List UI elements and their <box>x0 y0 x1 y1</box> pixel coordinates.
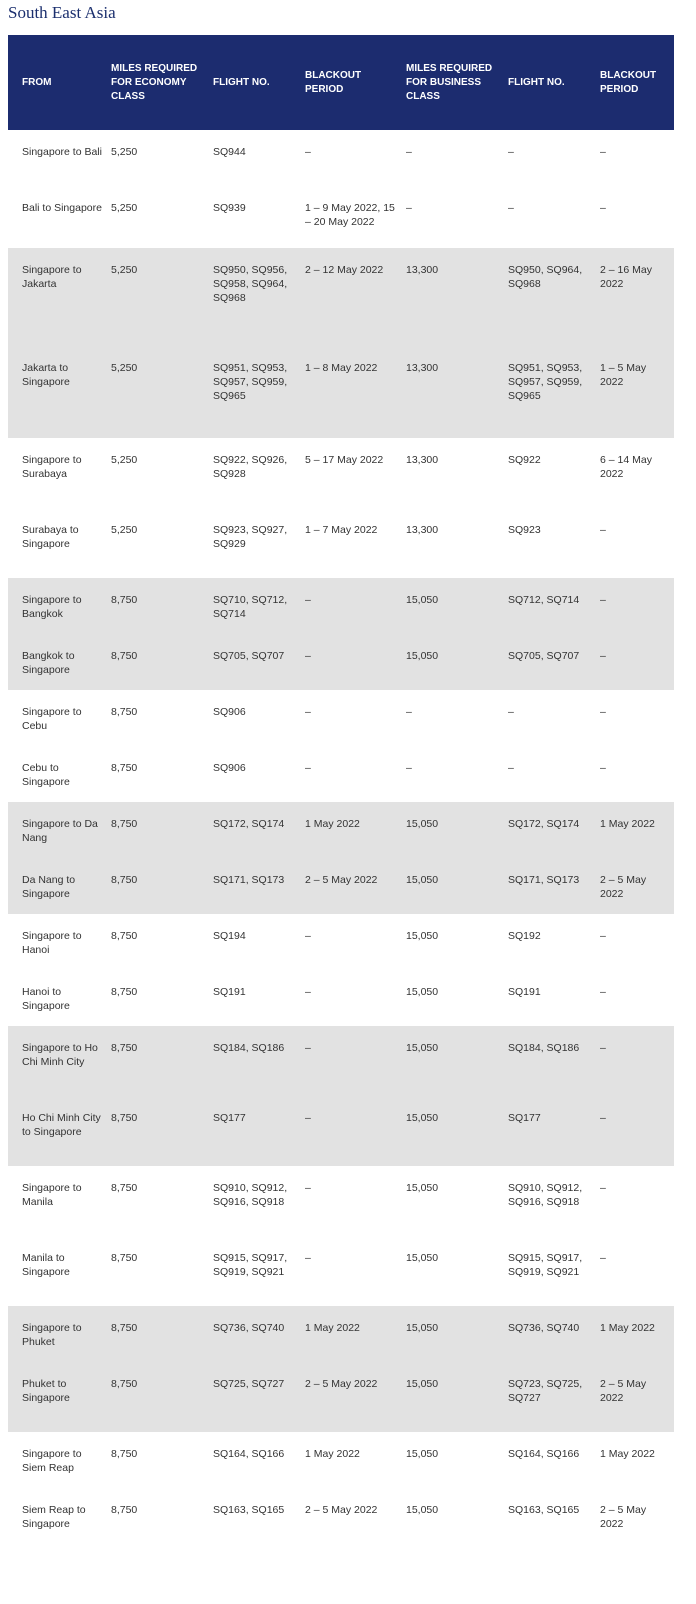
table-row <box>8 248 674 346</box>
col-header-eco-miles <box>111 35 203 130</box>
cell-eco-blackout: – <box>305 762 311 774</box>
cell-eco-blackout: 1 – 8 May 2022 <box>305 362 378 374</box>
cell-eco-miles: 8,750 <box>111 986 138 998</box>
cell-biz-flight: SQ723, SQ725, SQ727 <box>508 1378 583 1404</box>
cell-biz-blackout: 1 May 2022 <box>600 1448 655 1460</box>
cell-from: Singapore to Da Nang <box>22 818 98 844</box>
cell-eco-blackout: 2 – 12 May 2022 <box>305 264 384 276</box>
cell-biz-blackout: – <box>600 524 606 536</box>
cell-eco-blackout: – <box>305 594 311 606</box>
cell-eco-blackout: 1 – 9 May 2022, 15 – 20 May 2022 <box>305 202 395 228</box>
cell-from: Bangkok to Singapore <box>22 650 75 676</box>
cell-eco-miles: 5,250 <box>111 264 138 276</box>
cell-biz-blackout: – <box>600 146 606 158</box>
cell-biz-flight: SQ191 <box>508 986 541 998</box>
cell-biz-flight: SQ171, SQ173 <box>508 874 580 886</box>
table-header <box>8 35 674 130</box>
cell-eco-blackout: – <box>305 650 311 662</box>
table-row <box>8 746 674 802</box>
cell-from: Cebu to Singapore <box>22 762 70 788</box>
cell-eco-flight: SQ171, SQ173 <box>213 874 285 886</box>
col-header-biz-miles <box>406 35 498 130</box>
table-row <box>8 1096 674 1166</box>
cell-biz-blackout: – <box>600 706 606 718</box>
cell-from: Singapore to Phuket <box>22 1322 82 1348</box>
cell-eco-miles: 8,750 <box>111 650 138 662</box>
cell-eco-miles: 8,750 <box>111 1448 138 1460</box>
cell-biz-flight: SQ950, SQ964, SQ968 <box>508 264 583 290</box>
cell-biz-blackout: – <box>600 650 606 662</box>
cell-biz-blackout: 2 – 5 May 2022 <box>600 1378 647 1404</box>
cell-biz-miles: 15,050 <box>406 1448 439 1460</box>
cell-eco-blackout: 1 May 2022 <box>305 1322 360 1334</box>
table-row <box>8 634 674 690</box>
cell-eco-flight: SQ939 <box>213 202 246 214</box>
cell-biz-blackout: 1 – 5 May 2022 <box>600 362 647 388</box>
col-header-label: BLACKOUT PERIOD <box>305 69 362 95</box>
cell-biz-blackout: 6 – 14 May 2022 <box>600 454 652 480</box>
cell-eco-miles: 8,750 <box>111 594 138 606</box>
cell-biz-blackout: 1 May 2022 <box>600 1322 655 1334</box>
cell-eco-miles: 8,750 <box>111 762 138 774</box>
table-row <box>8 1306 674 1362</box>
cell-biz-blackout: – <box>600 1182 606 1194</box>
cell-biz-miles: 13,300 <box>406 264 439 276</box>
flights-table <box>8 35 674 1530</box>
table-row <box>8 970 674 1026</box>
cell-eco-miles: 5,250 <box>111 524 138 536</box>
cell-eco-blackout: – <box>305 930 311 942</box>
cell-eco-blackout: – <box>305 1252 311 1264</box>
cell-biz-miles: – <box>406 202 412 214</box>
cell-biz-flight: SQ705, SQ707 <box>508 650 580 662</box>
cell-from: Singapore to Bangkok <box>22 594 82 620</box>
cell-from: Manila to Singapore <box>22 1252 70 1278</box>
cell-eco-flight: SQ922, SQ926, SQ928 <box>213 454 288 480</box>
cell-biz-flight: SQ922 <box>508 454 541 466</box>
cell-eco-miles: 5,250 <box>111 202 138 214</box>
cell-from: Hanoi to Singapore <box>22 986 70 1012</box>
table-row <box>8 1236 674 1306</box>
cell-eco-blackout: 5 – 17 May 2022 <box>305 454 384 466</box>
cell-eco-blackout: – <box>305 1182 311 1194</box>
table-row <box>8 1432 674 1488</box>
cell-eco-blackout: 2 – 5 May 2022 <box>305 1504 378 1516</box>
table-row <box>8 186 674 248</box>
cell-eco-blackout: – <box>305 986 311 998</box>
cell-eco-blackout: 1 May 2022 <box>305 818 360 830</box>
cell-biz-flight: – <box>508 762 514 774</box>
cell-eco-flight: SQ951, SQ953, SQ957, SQ959, SQ965 <box>213 362 288 402</box>
cell-from: Phuket to Singapore <box>22 1378 70 1404</box>
cell-from: Singapore to Surabaya <box>22 454 82 480</box>
cell-biz-miles: 15,050 <box>406 1504 439 1516</box>
col-header-label: BLACKOUT PERIOD <box>600 69 657 95</box>
cell-biz-miles: – <box>406 146 412 158</box>
cell-biz-blackout: 2 – 5 May 2022 <box>600 874 647 900</box>
cell-biz-miles: 15,050 <box>406 1042 439 1054</box>
cell-eco-flight: SQ923, SQ927, SQ929 <box>213 524 288 550</box>
cell-biz-flight: SQ177 <box>508 1112 541 1124</box>
cell-biz-flight: SQ192 <box>508 930 541 942</box>
cell-biz-flight: SQ910, SQ912, SQ916, SQ918 <box>508 1182 583 1208</box>
cell-from: Singapore to Ho Chi Minh City <box>22 1042 98 1068</box>
col-header-label: MILES REQUIRED FOR BUSINESS CLASS <box>406 62 493 102</box>
cell-biz-miles: 15,050 <box>406 818 439 830</box>
table-row <box>8 1166 674 1236</box>
col-header-eco-blackout <box>305 35 397 130</box>
cell-from: Singapore to Bali <box>22 146 102 158</box>
cell-from: Singapore to Cebu <box>22 706 82 732</box>
cell-eco-flight: SQ194 <box>213 930 246 942</box>
col-header-label: FLIGHT NO. <box>508 76 565 88</box>
cell-from: Jakarta to Singapore <box>22 362 70 388</box>
cell-eco-blackout: – <box>305 146 311 158</box>
cell-eco-blackout: 2 – 5 May 2022 <box>305 1378 378 1390</box>
cell-biz-miles: 15,050 <box>406 1182 439 1194</box>
cell-biz-miles: 15,050 <box>406 986 439 998</box>
cell-eco-blackout: 1 May 2022 <box>305 1448 360 1460</box>
cell-biz-blackout: – <box>600 1112 606 1124</box>
cell-from: Singapore to Hanoi <box>22 930 82 956</box>
table-row <box>8 1362 674 1432</box>
cell-biz-miles: 15,050 <box>406 1252 439 1264</box>
table-row <box>8 508 674 578</box>
cell-biz-blackout: – <box>600 1252 606 1264</box>
cell-biz-flight: – <box>508 146 514 158</box>
cell-from: Siem Reap to Singapore <box>22 1504 86 1530</box>
cell-eco-flight: SQ710, SQ712, SQ714 <box>213 594 288 620</box>
col-header-biz-flight <box>508 35 596 130</box>
cell-eco-blackout: – <box>305 706 311 718</box>
cell-eco-miles: 8,750 <box>111 1322 138 1334</box>
cell-biz-flight: SQ164, SQ166 <box>508 1448 580 1460</box>
cell-biz-miles: 13,300 <box>406 524 439 536</box>
cell-eco-blackout: 2 – 5 May 2022 <box>305 874 378 886</box>
cell-biz-miles: 15,050 <box>406 1378 439 1390</box>
cell-eco-flight: SQ910, SQ912, SQ916, SQ918 <box>213 1182 288 1208</box>
table-row <box>8 690 674 746</box>
cell-eco-flight: SQ915, SQ917, SQ919, SQ921 <box>213 1252 288 1278</box>
cell-biz-blackout: 2 – 5 May 2022 <box>600 1504 647 1530</box>
table-row <box>8 1026 674 1096</box>
cell-eco-miles: 8,750 <box>111 1182 138 1194</box>
cell-biz-blackout: – <box>600 1042 606 1054</box>
col-header-label: FLIGHT NO. <box>213 76 270 88</box>
cell-biz-miles: 15,050 <box>406 930 439 942</box>
table-row <box>8 438 674 508</box>
cell-eco-flight: SQ172, SQ174 <box>213 818 285 830</box>
cell-eco-blackout: 1 – 7 May 2022 <box>305 524 378 536</box>
cell-eco-miles: 5,250 <box>111 362 138 374</box>
cell-biz-flight: SQ712, SQ714 <box>508 594 580 606</box>
table-row <box>8 802 674 858</box>
cell-biz-flight: SQ915, SQ917, SQ919, SQ921 <box>508 1252 583 1278</box>
cell-eco-miles: 8,750 <box>111 874 138 886</box>
cell-from: Singapore to Siem Reap <box>22 1448 82 1474</box>
cell-from: Da Nang to Singapore <box>22 874 76 900</box>
cell-biz-miles: 13,300 <box>406 454 439 466</box>
cell-biz-flight: SQ923 <box>508 524 541 536</box>
cell-eco-miles: 8,750 <box>111 1042 138 1054</box>
cell-eco-miles: 8,750 <box>111 706 138 718</box>
cell-biz-miles: 15,050 <box>406 874 439 886</box>
cell-eco-miles: 5,250 <box>111 146 138 158</box>
cell-eco-miles: 5,250 <box>111 454 138 466</box>
cell-biz-flight: – <box>508 202 514 214</box>
cell-biz-flight: SQ172, SQ174 <box>508 818 580 830</box>
cell-eco-flight: SQ184, SQ186 <box>213 1042 285 1054</box>
cell-biz-blackout: – <box>600 202 606 214</box>
cell-biz-flight: SQ163, SQ165 <box>508 1504 580 1516</box>
cell-biz-miles: 15,050 <box>406 650 439 662</box>
cell-biz-miles: 13,300 <box>406 362 439 374</box>
cell-biz-flight: SQ184, SQ186 <box>508 1042 580 1054</box>
cell-eco-blackout: – <box>305 1042 311 1054</box>
cell-biz-blackout: – <box>600 762 606 774</box>
cell-eco-flight: SQ705, SQ707 <box>213 650 285 662</box>
cell-eco-miles: 8,750 <box>111 818 138 830</box>
cell-from: Bali to Singapore <box>22 202 102 214</box>
table-row <box>8 1488 674 1544</box>
cell-biz-miles: – <box>406 706 412 718</box>
cell-eco-miles: 8,750 <box>111 930 138 942</box>
col-header-label: MILES REQUIRED FOR ECONOMY CLASS <box>111 62 198 102</box>
page-title: South East Asia <box>8 3 116 22</box>
cell-biz-flight: – <box>508 706 514 718</box>
cell-eco-flight: SQ177 <box>213 1112 246 1124</box>
cell-eco-miles: 8,750 <box>111 1378 138 1390</box>
cell-eco-flight: SQ736, SQ740 <box>213 1322 285 1334</box>
cell-eco-flight: SQ163, SQ165 <box>213 1504 285 1516</box>
cell-from: Singapore to Manila <box>22 1182 82 1208</box>
cell-eco-flight: SQ164, SQ166 <box>213 1448 285 1460</box>
cell-from: Singapore to Jakarta <box>22 264 82 290</box>
table-row <box>8 578 674 634</box>
cell-biz-flight: SQ736, SQ740 <box>508 1322 580 1334</box>
table-row <box>8 858 674 914</box>
cell-from: Surabaya to Singapore <box>22 524 79 550</box>
col-header-biz-blackout <box>600 35 670 130</box>
table-row <box>8 130 674 186</box>
table-row <box>8 346 674 438</box>
cell-biz-blackout: 2 – 16 May 2022 <box>600 264 652 290</box>
cell-biz-blackout: – <box>600 986 606 998</box>
col-header-from <box>22 35 102 130</box>
cell-biz-flight: SQ951, SQ953, SQ957, SQ959, SQ965 <box>508 362 583 402</box>
cell-biz-miles: 15,050 <box>406 1322 439 1334</box>
cell-eco-miles: 8,750 <box>111 1112 138 1124</box>
cell-eco-flight: SQ725, SQ727 <box>213 1378 285 1390</box>
cell-eco-flight: SQ950, SQ956, SQ958, SQ964, SQ968 <box>213 264 288 304</box>
cell-biz-blackout: – <box>600 930 606 942</box>
cell-eco-miles: 8,750 <box>111 1252 138 1264</box>
cell-eco-flight: SQ906 <box>213 706 246 718</box>
cell-biz-blackout: – <box>600 594 606 606</box>
cell-eco-flight: SQ191 <box>213 986 246 998</box>
table-row <box>8 914 674 970</box>
cell-eco-miles: 8,750 <box>111 1504 138 1516</box>
col-header-eco-flight <box>213 35 298 130</box>
col-header-label: FROM <box>22 76 52 88</box>
cell-biz-miles: 15,050 <box>406 594 439 606</box>
cell-biz-miles: – <box>406 762 412 774</box>
cell-eco-blackout: – <box>305 1112 311 1124</box>
cell-eco-flight: SQ906 <box>213 762 246 774</box>
cell-from: Ho Chi Minh City to Singapore <box>22 1112 101 1138</box>
cell-biz-miles: 15,050 <box>406 1112 439 1124</box>
cell-eco-flight: SQ944 <box>213 146 246 158</box>
cell-biz-blackout: 1 May 2022 <box>600 818 655 830</box>
